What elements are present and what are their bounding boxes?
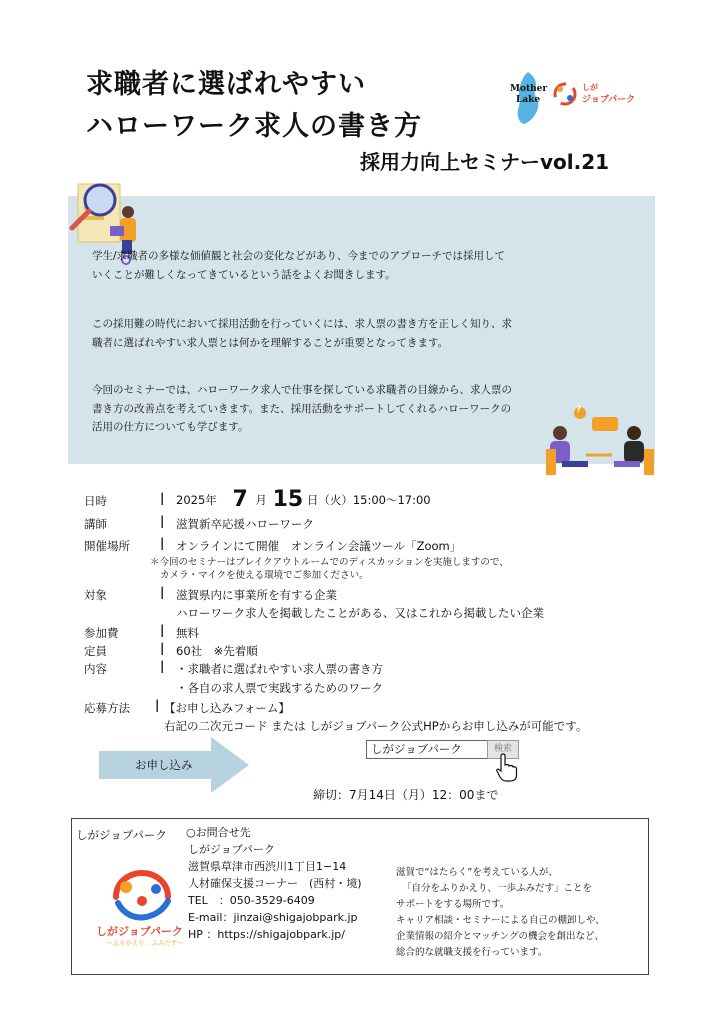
content-bar: |: [160, 659, 165, 673]
content-label: 内容: [84, 662, 107, 676]
target-value-2: ハローワーク求人を掲載したことがある、又はこれから掲載したい企業: [176, 606, 544, 620]
conversation-illustration: [540, 405, 660, 487]
jobpark-large-mark-icon: [106, 867, 176, 923]
venue-note-1: ＊今回のセミナーはブレイクアウトルームでのディスカッションを実施しますので、: [150, 557, 509, 568]
capacity-label: 定員: [84, 644, 107, 658]
contact-tel: TEL ：050-3529-6409: [188, 894, 315, 907]
intro-paragraph-2: この採用難の時代において採用活動を行っていくには、求人票の書き方を正しく知り、求職者に選ばれやすい求人票とは何かを理解することが重要となってきます。: [92, 318, 512, 349]
page-title-line2: ハローワーク求人の書き方: [86, 111, 422, 142]
venue-label: 開催場所: [84, 539, 130, 553]
target-value-1: 滋賀県内に事業所を有する企業: [176, 588, 337, 602]
shiga-jobpark-logo: [552, 80, 642, 110]
date-value: [176, 487, 431, 512]
footer-contact-box: [71, 818, 649, 975]
intro-paragraph-3: 今回のセミナーでは、ハローワーク求人で仕事を探している求職者の目線から、求人票の書き方の改善点を考えていきます。また、採用活動をサポートしてくれるハローワークの活用の仕方についても学びます。: [92, 384, 512, 433]
footer-org-name: しがジョブパーク: [76, 828, 167, 842]
apply-value-2: 右記の二次元コード または しがジョブパーク公式HPからお申し込みが可能です。: [164, 719, 588, 733]
lecturer-value: 滋賀新卒応援ハローワーク: [176, 517, 314, 531]
footer-logo-text: しがジョブパーク: [96, 925, 183, 938]
date-month: 7: [232, 487, 248, 512]
fee-label: 参加費: [84, 626, 119, 640]
target-bar: |: [160, 585, 165, 599]
venue-value: オンラインにて開催 オンライン会議ツール「Zoom」: [176, 539, 462, 553]
contact-address: 滋賀県草津市西渋川1丁目1−14: [188, 860, 347, 873]
venue-bar: |: [160, 536, 165, 550]
date-bar: |: [160, 491, 165, 505]
date-time: 日（火）15:00～17:00: [306, 493, 431, 507]
mother-lake-text-1: Mother: [510, 84, 548, 94]
apply-arrow-button[interactable]: [99, 737, 249, 793]
footer-desc-2: 「自分をふりかえり、一歩ふみだす」ことを: [402, 883, 593, 894]
lecturer-label: 講師: [84, 517, 107, 531]
contact-heading: ○お問合せ先: [186, 826, 251, 839]
footer-logo-tagline: ～ふりかえり、ふみだす～: [106, 939, 184, 947]
content-item-1: ・求職者に選ばれやすい求人票の書き方: [176, 662, 383, 676]
two-people-talking-icon: [540, 405, 660, 487]
date-label: 日時: [84, 494, 107, 508]
footer-desc-1: 滋賀で“はたらく”を考えている人が、: [396, 867, 558, 878]
contact-org: しがジョブパーク: [188, 843, 275, 856]
footer-jobpark-logo: [96, 867, 192, 947]
footer-desc-6: 総合的な就職支援を行っています。: [396, 947, 548, 958]
date-month-unit: 月: [255, 493, 267, 507]
search-input[interactable]: しがジョブパーク: [366, 740, 490, 759]
lecturer-bar: |: [160, 514, 165, 528]
apply-label: 応募方法: [84, 701, 130, 715]
fee-value: 無料: [176, 626, 199, 640]
jobpark-logo-text-2: ジョブパーク: [582, 95, 636, 105]
intro-paragraph-1: 学生/求職者の多様な価値観と社会の変化などがあり、今までのアプローチでは採用していくことが難しくなってきているという話をよくお聞きします。: [92, 250, 506, 281]
capacity-bar: |: [160, 641, 165, 655]
apply-button-label: お申し込み: [135, 758, 193, 772]
footer-desc-3: サポートをする場所です。: [396, 899, 510, 910]
capacity-value: 60社 ※先着順: [176, 644, 258, 658]
content-item-2: ・各自の求人票で実践するためのワーク: [176, 681, 383, 695]
target-label: 対象: [84, 588, 107, 602]
jobpark-mark-icon: [552, 82, 578, 106]
page-title-line1: 求職者に選ばれやすい: [86, 69, 366, 100]
deadline-text: 締切：7月14日（月）12：00まで: [313, 788, 499, 802]
contact-hp-link[interactable]: HP ：https://shigajobpark.jp/: [188, 928, 345, 941]
contact-email[interactable]: E-mail：jinzai@shigajobpark.jp: [188, 911, 358, 924]
date-day: 15: [272, 487, 304, 512]
jobpark-logo-text-1: しが: [582, 83, 598, 92]
venue-note-2: カメラ・マイクを使える環境でご参加ください。: [160, 570, 369, 581]
question-bubble: ?: [576, 405, 582, 415]
mother-lake-logo: [504, 70, 552, 126]
fee-bar: |: [160, 623, 165, 637]
apply-bar: |: [155, 698, 160, 712]
page-subtitle: 採用力向上セミナーvol.21: [360, 150, 610, 174]
apply-value-1: 【お申し込みフォーム】: [164, 701, 290, 715]
search-button[interactable]: 検索: [487, 740, 519, 759]
footer-desc-5: 企業情報の紹介とマッチングの機会を創出など、: [396, 931, 604, 942]
footer-desc-4: キャリア相談・セミナーによる自己の棚卸しや、: [396, 915, 605, 926]
date-year: 2025年: [176, 493, 217, 507]
contact-dept: 人材確保支援コーナー (西村・境): [188, 877, 362, 890]
pointer-hand-icon: [495, 752, 519, 782]
mother-lake-text-2: Lake: [516, 95, 541, 105]
